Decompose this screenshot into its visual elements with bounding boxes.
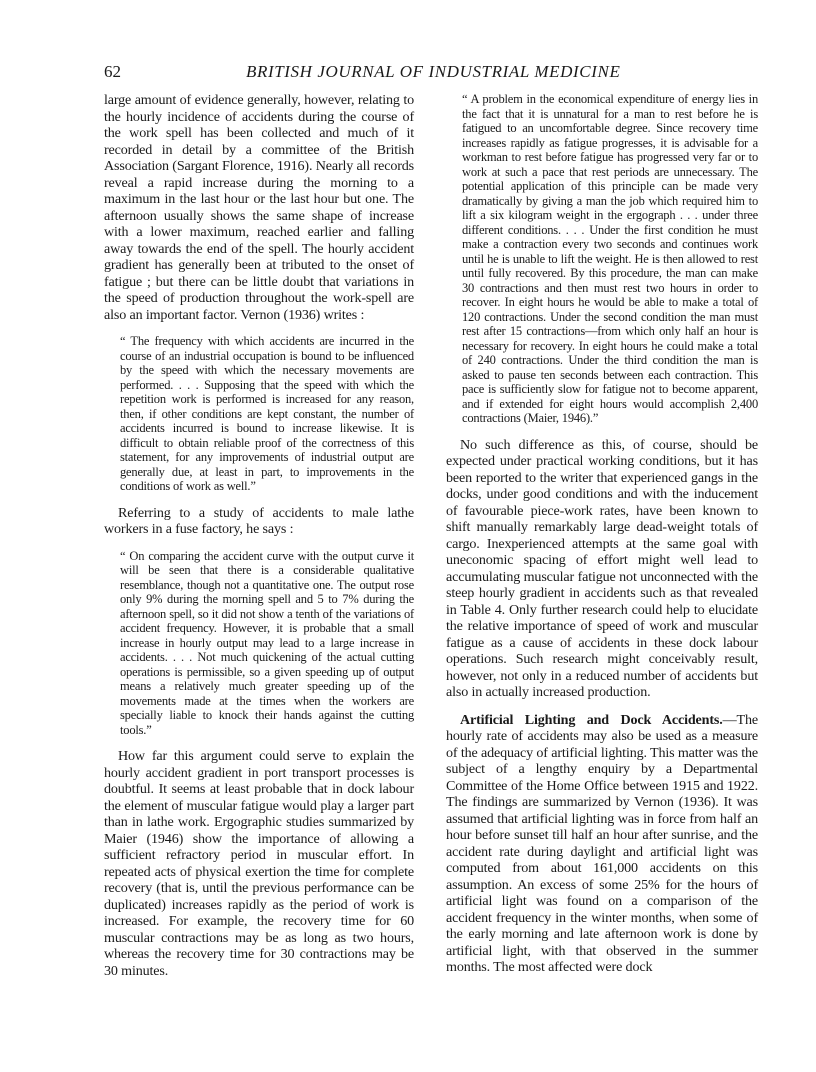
section-paragraph — [446, 712, 758, 976]
block-quote: “ A problem in the economical expenditure of energy lies in the fact that it is unnatural for a man to rest before he is fatigued to an uncomfortable degree. Since recovery time increases rapidly as fatigue progresses, it is advisable for a workman to rest before fatigue has progressed very far or to work at such a pace that rest periods are unnecessary. The potential application of this principle can be made very dramatically by giving a man the job which required him to lift a six kilogram weight in the ergograph . . . under three different conditions. . . . Under the first condition he must make a contraction every two seconds and continues work until he is unable to lift the weight. He is then allowed to rest until fully recovered. By this procedure, the man can make 30 contractions and then must rest two hours in order to recover. In eight hours he would be able to make a total of 120 contractions. Under the second condition the man must rest after 15 contractions—from which only half an hour is necessary for recovery. In eight hours he could make a total of 240 contractions. Under the third condition the man is asked to pause ten seconds between each contraction. This pace is sufficiently slow for fatigue not to become apparent, and if extended for eight hours would accomplish 2,400 contractions (Maier, 1946).” — [462, 92, 758, 425]
block-quote: “ The frequency with which accidents are incurred in the course of an industrial occupation is bound to be influenced by the speed with which the necessary movements are performed. . . . Supposing that the speed with which the repetition work is performed is increased for any reason, then, if other conditions are kept constant, the number of accidents incurred is bound to increase likewise. It is difficult to obtain reliable proof of the correctness of this statement, for any improvements of industrial output are generally due, at least in part, to improvements in the conditions of work as well.” — [120, 334, 414, 493]
page-number: 62 — [104, 62, 121, 81]
block-quote: “ On comparing the accident curve with the output curve it will be seen that there is a considerable qualitative resemblance, though not a quantitative one. The output rose only 9% during the morning spell and 5 to 7% during the afternoon spell, so it did not show a tenth of the variations of accident frequency. However, it is probable that a small increase in hourly output may lead to a large increase in accidents. . . . Not much quickening of the actual cutting operations is permissible, so a given speeding up of output means a relatively much greater speeding up of the movements made at the times when the workers are specially liable to knock their hands against the cutting tools.” — [120, 548, 414, 737]
paragraph: large amount of evidence generally, however, relating to the hourly incidence of accidents during the course of the work spell has been collected and much of it recorded in detail by a committee of the British Association (Sargant Florence, 1916). Nearly all records reveal a rapid increase during the morning to a maximum in the last hour or the last hour but one. The afternoon usually shows the same shape of increase with a lower maximum, reached earlier and falling away towards the end of the spell. The hourly accident gradient has generally been at tributed to the onset of fatigue ; but there can be little doubt that variations in the speed of production throughout the work-spell are also an important factor. Vernon (1936) writes : — [104, 92, 414, 323]
paragraph: Referring to a study of accidents to male lathe workers in a fuse factory, he says : — [104, 504, 414, 537]
page-header — [104, 62, 744, 86]
journal-title: BRITISH JOURNAL OF INDUSTRIAL MEDICINE — [246, 62, 621, 81]
section-heading: Artificial Lighting and Dock Accidents. — [460, 711, 723, 728]
paragraph: No such difference as this, of course, should be expected under practical working conditions, but it has been reported to the writer that experienced gangs in the docks, under good conditions and with the inducement of favourable piece-work rates, have been known to shift manually remarkably large dead-weight totals of cargo. Inexperienced attempts at the same goal with uneconomic spacing of effort might well lead to accumulating muscular fatigue not unconnected with the steep hourly gradient in accidents such as that revealed in Table 4. Only further research could help to elucidate the relative importance of speed of work and muscular fatigue as a cause of accidents in these dock labour operations. Such research might conceivably result, however, not only in a reduced number of accidents but also in actually increased production. — [446, 436, 758, 700]
paragraph: How far this argument could serve to explain the hourly accident gradient in port transport processes is doubtful. It seems at least probable that in dock labour the element of muscular fatigue would play a larger part than in lathe work. Ergographic studies summarized by Maier (1946) show the importance of allowing a sufficient refractory period in muscular effort. In repeated acts of physical exertion the time for complete recovery (that is, until the previous performance can be duplicated) increases rapidly as the period of work is increased. For example, the recovery time for 60 muscular contractions may be as long as two hours, whereas the recovery time for 30 contractions may be 30 minutes. — [104, 748, 414, 979]
right-column — [446, 92, 758, 976]
left-column — [104, 92, 414, 979]
section-text: —The hourly rate of accidents may also be used as a measure of the adequacy of artificial lighting. This matter was the subject of a lengthy enquiry by a Departmental Committee of the Home Office between 1915 and 1922. The findings are summarized by Vernon (1936). It was assumed that artificial lighting was in force from half an hour before sunset till half an hour after sunrise, and the accident rate during daylight and artificial light was computed from about 161,000 accidents on this assumption. An excess of some 25% for the hours of artificial light was found on a comparison of the accident frequency in the winter months, when some of the early morning and late afternoon work is done by artificial light, with that observed in the summer months. The most affected were dock — [446, 711, 758, 975]
